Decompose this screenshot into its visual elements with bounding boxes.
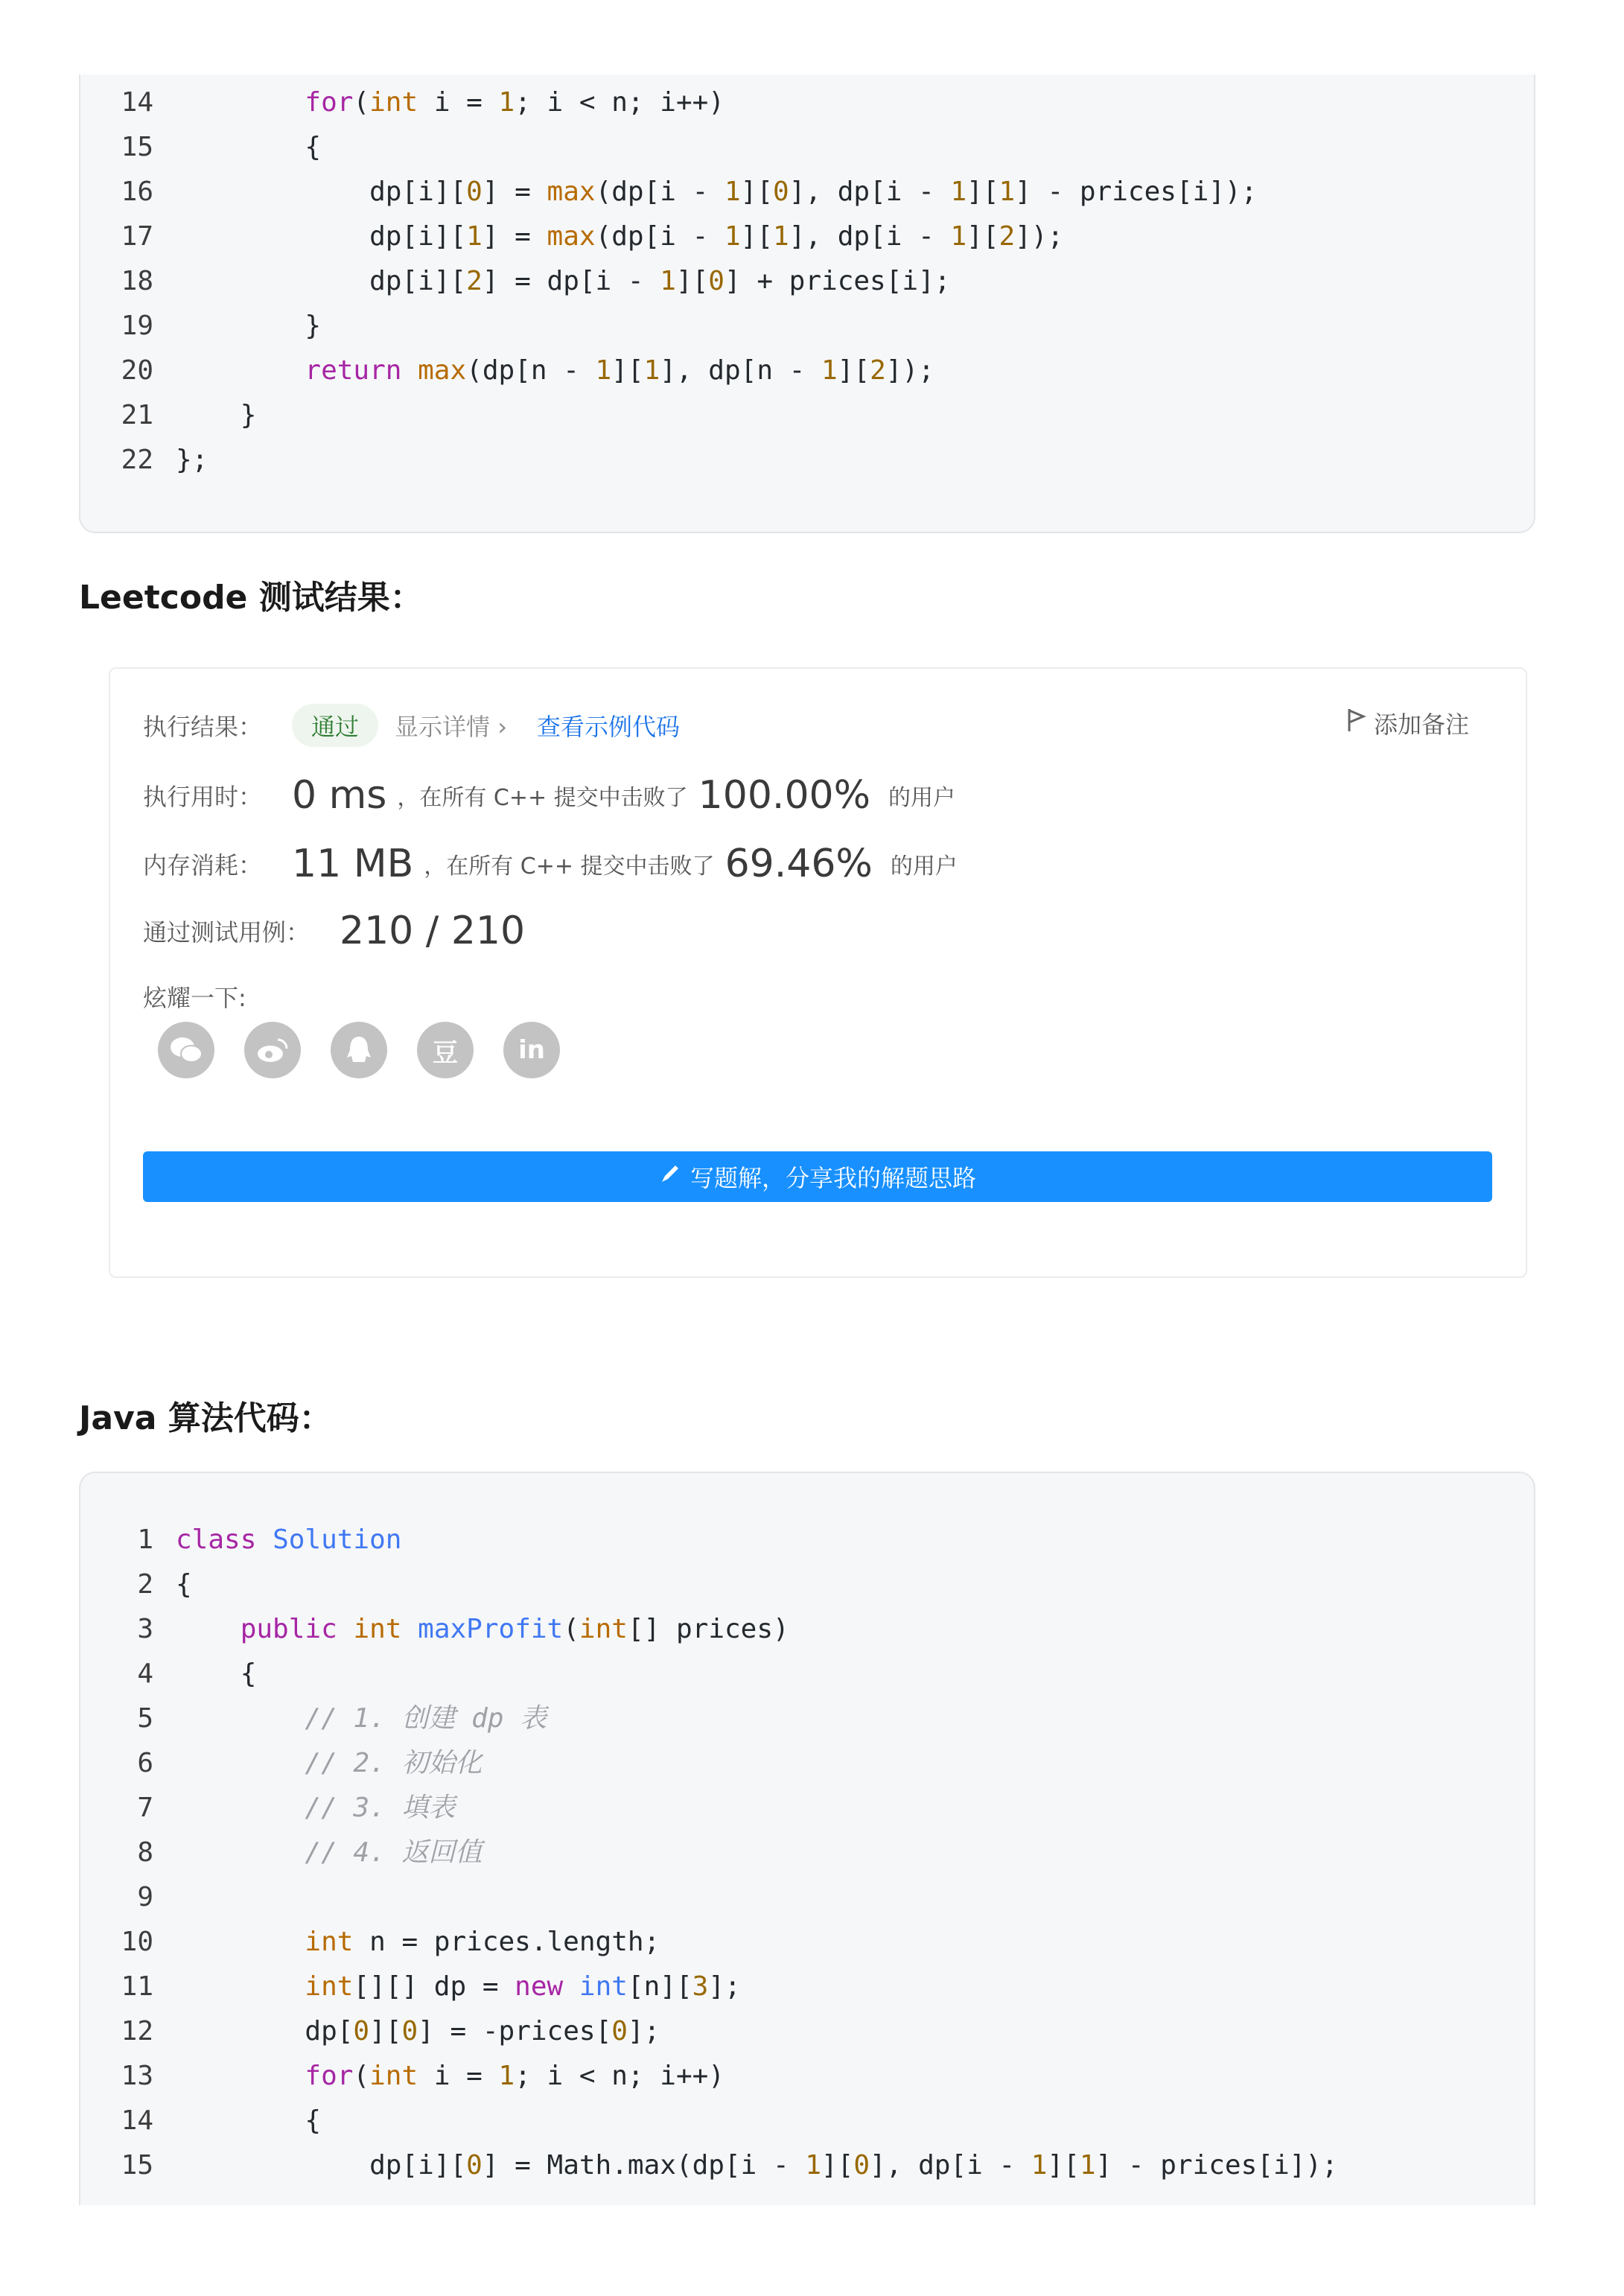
share-icons bbox=[158, 1022, 560, 1078]
write-solution-label: 写题解，分享我的解题思路 bbox=[690, 1164, 976, 1192]
code-line bbox=[80, 2143, 1534, 2188]
qq-icon[interactable] bbox=[331, 1022, 387, 1078]
code-line bbox=[80, 170, 1534, 214]
code-token: return bbox=[305, 355, 402, 386]
code-token: { bbox=[176, 2105, 322, 2136]
code-token bbox=[176, 1703, 305, 1734]
code-token: 1 bbox=[643, 355, 660, 386]
code-token: [] prices) bbox=[627, 1614, 789, 1644]
code-line bbox=[80, 1652, 1534, 1696]
code-lines bbox=[80, 1518, 1534, 2188]
line-number: 2 bbox=[137, 1569, 153, 1600]
code-token: class bbox=[176, 1524, 257, 1555]
code-line bbox=[80, 2099, 1534, 2143]
share-label: 炫耀一下: bbox=[143, 984, 246, 1012]
code-token bbox=[176, 1927, 305, 1957]
line-number: 14 bbox=[121, 2105, 153, 2136]
code-token: max bbox=[547, 177, 596, 207]
code-token: ][ bbox=[821, 2150, 854, 2181]
testcases-row bbox=[143, 909, 525, 953]
memory-label: 内存消耗： bbox=[143, 851, 263, 880]
line-number: 13 bbox=[121, 2061, 153, 2091]
code-token: ]); bbox=[885, 355, 934, 386]
code-line bbox=[80, 1920, 1534, 1965]
code-line bbox=[80, 1875, 1534, 1920]
code-line bbox=[80, 1741, 1534, 1786]
code-token: { bbox=[176, 132, 322, 162]
view-sample-code-link[interactable]: 查看示例代码 bbox=[537, 713, 681, 741]
code-token: 1 bbox=[1031, 2150, 1048, 2181]
code-line bbox=[80, 438, 1534, 483]
code-token: // 4. 返回值 bbox=[305, 1837, 483, 1868]
code-token: dp[i][ bbox=[176, 221, 467, 252]
code-token: ][ bbox=[967, 221, 999, 252]
code-token: } bbox=[176, 400, 257, 430]
code-token: 1 bbox=[660, 266, 676, 296]
code-token: { bbox=[176, 1659, 257, 1689]
runtime-percent: 100.00% bbox=[698, 773, 871, 818]
code-token: 0 bbox=[708, 266, 725, 296]
line-number: 19 bbox=[121, 311, 153, 341]
code-block-java bbox=[79, 1472, 1535, 2205]
code-token: ] - prices[i]); bbox=[1015, 177, 1258, 207]
line-number: 16 bbox=[121, 177, 153, 207]
code-token: int bbox=[579, 1614, 628, 1644]
memory-value: 11 MB bbox=[292, 842, 414, 886]
code-token: ; i < n; i++) bbox=[515, 87, 725, 118]
code-token: 1 bbox=[999, 177, 1016, 207]
code-line bbox=[80, 1831, 1534, 1875]
show-details-link[interactable]: 显示详情 › bbox=[395, 713, 508, 741]
code-line bbox=[80, 1696, 1534, 1741]
code-token: public bbox=[240, 1614, 337, 1644]
code-token bbox=[563, 1971, 579, 2002]
runtime-value: 0 ms bbox=[292, 773, 387, 818]
code-token: (dp[i - bbox=[595, 221, 725, 252]
code-block-cpp bbox=[79, 74, 1535, 533]
code-token bbox=[176, 87, 305, 118]
add-note-label: 添加备注 bbox=[1373, 710, 1469, 739]
code-token: int bbox=[369, 2061, 418, 2091]
line-number: 1 bbox=[137, 1524, 153, 1555]
code-token: 0 bbox=[353, 2016, 370, 2047]
code-token bbox=[176, 1971, 305, 2002]
code-token bbox=[176, 2061, 305, 2091]
line-number: 11 bbox=[121, 1971, 153, 2002]
code-token: ][ bbox=[740, 177, 773, 207]
code-token: int bbox=[579, 1971, 628, 2002]
line-number: 9 bbox=[137, 1882, 153, 1912]
code-token: 1 bbox=[724, 177, 741, 207]
code-token bbox=[176, 355, 305, 386]
code-token: n = prices.length; bbox=[353, 1927, 660, 1957]
memory-beat-text: ，在所有 C++ 提交中击败了 bbox=[424, 853, 715, 880]
code-token: int bbox=[305, 1927, 354, 1957]
line-number: 5 bbox=[137, 1703, 153, 1734]
code-token: [][] dp = bbox=[353, 1971, 515, 2002]
code-line bbox=[80, 349, 1534, 393]
code-line bbox=[80, 2054, 1534, 2099]
code-token: ], dp[i - bbox=[789, 177, 951, 207]
douban-icon[interactable]: 豆 bbox=[417, 1022, 474, 1078]
memory-row bbox=[143, 842, 958, 886]
code-token: for bbox=[305, 87, 354, 118]
line-number: 15 bbox=[121, 132, 153, 162]
code-token: ] + prices[i]; bbox=[724, 266, 951, 296]
runtime-beat-text: ，在所有 C++ 提交中击败了 bbox=[397, 785, 688, 811]
code-token: // 3. 填表 bbox=[305, 1793, 456, 1823]
wechat-icon[interactable] bbox=[158, 1022, 214, 1078]
code-line bbox=[80, 1607, 1534, 1652]
code-token bbox=[176, 1614, 241, 1644]
line-number: 17 bbox=[121, 221, 153, 252]
add-note-button[interactable] bbox=[1347, 706, 1469, 740]
code-token: int bbox=[305, 1971, 354, 2002]
code-token: 0 bbox=[401, 2016, 418, 2047]
code-token: 2 bbox=[466, 266, 483, 296]
code-token: 1 bbox=[498, 87, 515, 118]
code-token: ][ bbox=[369, 2016, 402, 2047]
status-badge: 通过 bbox=[292, 704, 378, 747]
flag-icon bbox=[1347, 707, 1366, 739]
code-token: ] = dp[i - bbox=[482, 266, 660, 296]
code-token bbox=[176, 1793, 305, 1823]
line-number: 10 bbox=[121, 1927, 153, 1957]
runtime-row bbox=[143, 773, 955, 818]
code-line bbox=[80, 1786, 1534, 1831]
weibo-icon[interactable] bbox=[244, 1022, 301, 1078]
code-token: ] = bbox=[482, 177, 547, 207]
code-token: ] = bbox=[482, 221, 547, 252]
code-token: (dp[i - bbox=[595, 177, 725, 207]
code-line bbox=[80, 1518, 1534, 1562]
code-line bbox=[80, 80, 1534, 125]
code-line bbox=[80, 214, 1534, 259]
code-token: i = bbox=[418, 87, 499, 118]
code-token bbox=[401, 355, 418, 386]
code-token: 0 bbox=[853, 2150, 870, 2181]
code-token: ] - prices[i]); bbox=[1095, 2150, 1338, 2181]
code-token: 2 bbox=[870, 355, 886, 386]
code-line bbox=[80, 2009, 1534, 2054]
code-token: } bbox=[176, 311, 322, 341]
code-token: 3 bbox=[692, 1971, 709, 2002]
code-line bbox=[80, 1562, 1534, 1607]
code-token: i = bbox=[418, 2061, 499, 2091]
code-token: dp[i][ bbox=[176, 177, 467, 207]
code-token: (dp[n - bbox=[466, 355, 596, 386]
code-line bbox=[80, 125, 1534, 170]
code-line bbox=[80, 304, 1534, 349]
code-token: 0 bbox=[466, 2150, 483, 2181]
code-token: 1 bbox=[498, 2061, 515, 2091]
code-token: ( bbox=[563, 1614, 579, 1644]
code-token: 1 bbox=[950, 177, 967, 207]
code-token: 1 bbox=[773, 221, 789, 252]
code-token: dp[i][ bbox=[176, 266, 467, 296]
code-token: [n][ bbox=[627, 1971, 692, 2002]
code-token: ( bbox=[353, 87, 370, 118]
line-number: 15 bbox=[121, 2150, 153, 2181]
line-number: 18 bbox=[121, 266, 153, 296]
code-token bbox=[401, 1614, 418, 1644]
testcases-label: 通过测试用例： bbox=[143, 918, 311, 947]
code-token: ] = Math.max(dp[i - bbox=[482, 2150, 806, 2181]
runtime-suffix: 的用户 bbox=[888, 785, 956, 811]
code-token: 1 bbox=[595, 355, 612, 386]
section-heading-java: Java 算法代码： bbox=[79, 1399, 332, 1437]
code-token: ][ bbox=[740, 221, 773, 252]
line-number: 8 bbox=[137, 1837, 153, 1868]
code-token: 2 bbox=[999, 221, 1016, 252]
pencil-icon bbox=[659, 1163, 681, 1191]
code-token: int bbox=[353, 1614, 402, 1644]
code-token: for bbox=[305, 2061, 354, 2091]
code-token: ( bbox=[353, 2061, 370, 2091]
code-token: max bbox=[547, 221, 596, 252]
line-number: 22 bbox=[121, 445, 153, 475]
code-token bbox=[256, 1524, 273, 1555]
code-token: 1 bbox=[1079, 2150, 1096, 2181]
code-lines bbox=[80, 80, 1534, 483]
code-token: { bbox=[176, 1569, 192, 1600]
code-token: ][ bbox=[837, 355, 870, 386]
code-token bbox=[176, 1837, 305, 1868]
code-token: int bbox=[369, 87, 418, 118]
code-token: ][ bbox=[1047, 2150, 1080, 2181]
code-token: // 1. 创建 dp 表 bbox=[305, 1703, 547, 1734]
code-token: max bbox=[418, 355, 467, 386]
line-number: 12 bbox=[121, 2016, 153, 2047]
line-number: 4 bbox=[137, 1659, 153, 1689]
exec-result-label: 执行结果： bbox=[143, 713, 263, 741]
line-number: 21 bbox=[121, 400, 153, 430]
memory-percent: 69.46% bbox=[725, 842, 873, 886]
code-token: }; bbox=[176, 445, 208, 475]
code-token: 1 bbox=[805, 2150, 821, 2181]
line-number: 20 bbox=[121, 355, 153, 386]
code-token: new bbox=[515, 1971, 564, 2002]
code-token: ], dp[i - bbox=[870, 2150, 1031, 2181]
code-token: 0 bbox=[773, 177, 789, 207]
line-number: 7 bbox=[137, 1793, 153, 1823]
code-token: ; i < n; i++) bbox=[515, 2061, 725, 2091]
runtime-label: 执行用时： bbox=[143, 783, 263, 811]
share-row bbox=[143, 974, 246, 1019]
line-number: 6 bbox=[137, 1748, 153, 1778]
code-token: dp[i][ bbox=[176, 2150, 467, 2181]
code-token: ]; bbox=[627, 2016, 660, 2047]
code-token: dp[ bbox=[176, 2016, 354, 2047]
code-token: ], dp[n - bbox=[660, 355, 822, 386]
code-token bbox=[176, 1748, 305, 1778]
code-token: 1 bbox=[466, 221, 483, 252]
linkedin-icon[interactable]: in bbox=[503, 1022, 560, 1078]
leetcode-result-card bbox=[109, 667, 1527, 1278]
code-line bbox=[80, 259, 1534, 304]
code-token: ], dp[i - bbox=[789, 221, 951, 252]
code-token: 0 bbox=[466, 177, 483, 207]
code-line bbox=[80, 1965, 1534, 2009]
memory-suffix: 的用户 bbox=[890, 853, 958, 880]
code-token: ]; bbox=[708, 1971, 741, 2002]
code-token: ] = -prices[ bbox=[418, 2016, 612, 2047]
code-token: // 2. 初始化 bbox=[305, 1748, 483, 1778]
code-token: maxProfit bbox=[418, 1614, 564, 1644]
line-number: 14 bbox=[121, 87, 153, 118]
code-line bbox=[80, 393, 1534, 438]
code-token: ][ bbox=[675, 266, 709, 296]
code-token bbox=[337, 1614, 354, 1644]
testcases-value: 210 / 210 bbox=[340, 909, 526, 953]
code-token: 1 bbox=[724, 221, 741, 252]
code-token: ]); bbox=[1015, 221, 1064, 252]
exec-result-row bbox=[143, 703, 680, 748]
line-number: 3 bbox=[137, 1614, 153, 1644]
code-token: ][ bbox=[967, 177, 999, 207]
write-solution-button[interactable] bbox=[143, 1151, 1492, 1202]
code-token: 0 bbox=[611, 2016, 628, 2047]
section-heading-leetcode: Leetcode 测试结果： bbox=[79, 579, 423, 617]
code-token: ][ bbox=[611, 355, 644, 386]
code-token: 1 bbox=[821, 355, 838, 386]
code-token: 1 bbox=[950, 221, 967, 252]
code-token: Solution bbox=[273, 1524, 402, 1555]
